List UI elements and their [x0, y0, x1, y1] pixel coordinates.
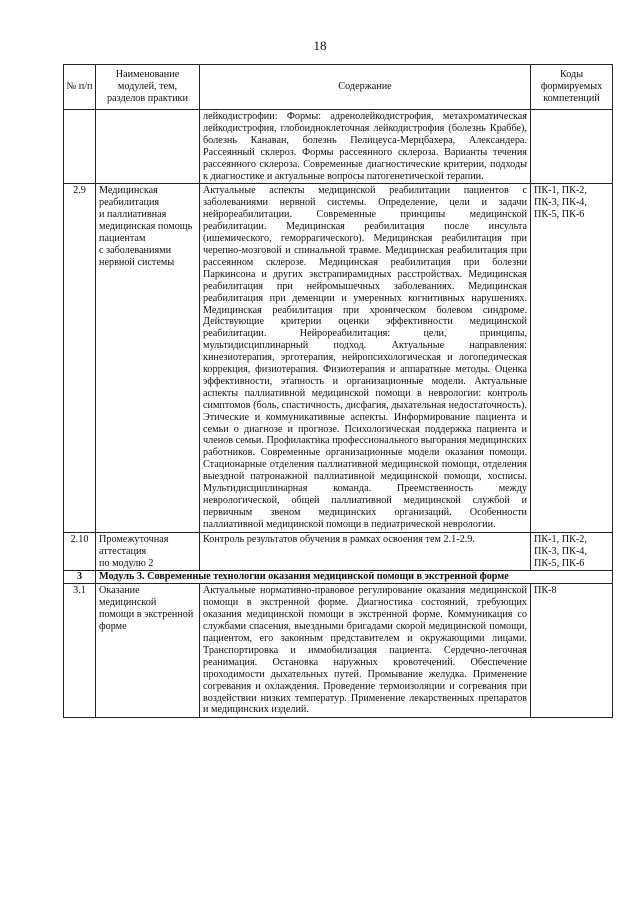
table-row [64, 532, 613, 571]
row-name-line: помощи в экстренной [99, 609, 194, 621]
competence-code-line: ПК-8 [534, 585, 557, 597]
competence-code-line: ПК-5, ПК-6 [534, 209, 585, 221]
page-number: 18 [313, 38, 327, 53]
row-name-line: реабилитация [99, 197, 160, 209]
module-num: 3 [64, 571, 96, 584]
row-codes [531, 532, 613, 571]
header-content: Содержание [200, 65, 531, 110]
module-row [64, 571, 613, 584]
module-title: Модуль 3. Современные технологии оказания медицинской помощи в экстренной форме [96, 571, 613, 584]
row-name [96, 584, 200, 718]
row-num [64, 110, 96, 184]
row-name-line: Промежуточная [99, 533, 169, 545]
row-name-line: Медицинская [99, 185, 158, 197]
table-row [64, 584, 613, 718]
row-name-line: с заболеваниями [99, 244, 172, 256]
table-row [64, 184, 613, 532]
competence-code-line: ПК-3, ПК-4, [534, 197, 587, 209]
row-name-line: и паллиативная [99, 209, 167, 221]
row-codes [531, 584, 613, 718]
competence-code-line: ПК-3, ПК-4, [534, 545, 587, 557]
row-name-line: аттестация [99, 545, 147, 557]
competence-code-line: ПК-1, ПК-2, [534, 185, 587, 197]
row-codes [531, 110, 613, 184]
header-num: № п/п [64, 65, 96, 110]
competence-code-line: ПК-5, ПК-6 [534, 557, 585, 569]
row-content: лейкодистрофии: Формы: адренолейкодистрофия, метахроматическая лейкодистрофия, глобоидноклеточная лейкодистрофия (болезнь Краббе), болезнь Канаван, болезнь Пелицеуса-Мерцбахера, Александера. Рассеянный склероз. Формы рассеянного склероза. Варианты течения рассеянного склероза. Современные диагностические критерии, подходы к диагностике и актуальные вопросы патогенетической терапии. [200, 110, 531, 184]
row-content: Актуальные аспекты медицинской реабилитации пациентов с заболеваниями нервной системы. Определение, цели и задачи нейрореабилитации. Современные принципы медицинской реабилитации. Медицинская реабилитация после инсульта (ишемического, геморрагического). Медицинская реабилитация при черепно-мозговой и спинальной травме. Медицинская реабилитация при рассеянном склерозе. Медицинская реабилитация при болезни Паркинсона и других экстрапирамидных расстройствах. Медицинская реабилитация при нейромышечных заболеваниях. Медицинская реабилитация при деменции и умеренных когнитивных нарушениях. Медицинская реабилитация при хроническом болевом синдроме. Действующие критерии оценки эффективности медицинской реабилитации. Нейрореабилитация: цели, принципы, мультидисциплинарный подход. Актуальные направления: кинезиотерапия, эрготерапия, нейропсихологическая и логопедическая коррекция, физиотерапия. Физиотерапия и аппаратные методы. Оценка эффективности, этапность и организационные модели. Актуальные аспекты паллиативной медицинской помощи в неврологии: контроль симптомов (боль, спастичность, дисфагия, дыхательная недостаточность). Этические и коммуникативные аспекты. Информирование пациента и семьи о диагнозе и прогнозе. Психологическая поддержка пациента и членов семьи. Профилактика профессионального выгорания медицинских работников. Современные организационные модели оказания помощи. Стационарные отделения паллиативной медицинской помощи, отделения выездной патронажной паллиативной медицинской помощи, хосписы. Мультидисциплинарная команда. Преемственность между неврологической, общей паллиативной медицинской службой и первичным звеном медицинских организаций. Особенности паллиативной медицинской помощи в педиатрической неврологии. [200, 184, 531, 532]
row-num: 3.1 [64, 584, 96, 718]
header-codes: Коды формируемых компетенций [531, 65, 613, 110]
row-name [96, 184, 200, 532]
row-content: Актуальные нормативно-правовое регулирование оказания медицинской помощи в экстренной форме. Диагностика состояний, требующих оказания медицинской помощи в экстренной форме. Коммуникация со службами спасения, выездными бригадами скорой медицинской помощи, пациентом, его законным представителем и окружающими лицами. Транспортировка и иммобилизация пациента. Сердечно-легочная реанимация. Остановка наружных кровотечений. Обеспечение проходимости дыхательных путей. Промывание желудка. Применение согревания и охлаждения. Проведение термоизоляции и согревания при воздействии низких температур. Применение лекарственных препаратов и медицинских изделий. [200, 584, 531, 718]
row-name-line: медицинская помощь [99, 221, 193, 233]
row-name-line: медицинской [99, 597, 157, 609]
table-row [64, 110, 613, 184]
row-name-line: пациентам [99, 233, 146, 245]
curriculum-table [63, 64, 613, 718]
row-name [96, 110, 200, 184]
row-name [96, 532, 200, 571]
row-num: 2.9 [64, 184, 96, 532]
competence-code-line: ПК-1, ПК-2, [534, 533, 587, 545]
row-name-line: Оказание [99, 585, 140, 597]
row-name-line: форме [99, 621, 127, 633]
table-header-row [64, 65, 613, 110]
row-content: Контроль результатов обучения в рамках освоения тем 2.1-2.9. [200, 532, 531, 571]
row-num: 2.10 [64, 532, 96, 571]
header-name: Наименование модулей, тем, разделов практики [96, 65, 200, 110]
row-name-line: по модулю 2 [99, 557, 154, 569]
row-name-line: нервной системы [99, 256, 175, 268]
row-codes [531, 184, 613, 532]
